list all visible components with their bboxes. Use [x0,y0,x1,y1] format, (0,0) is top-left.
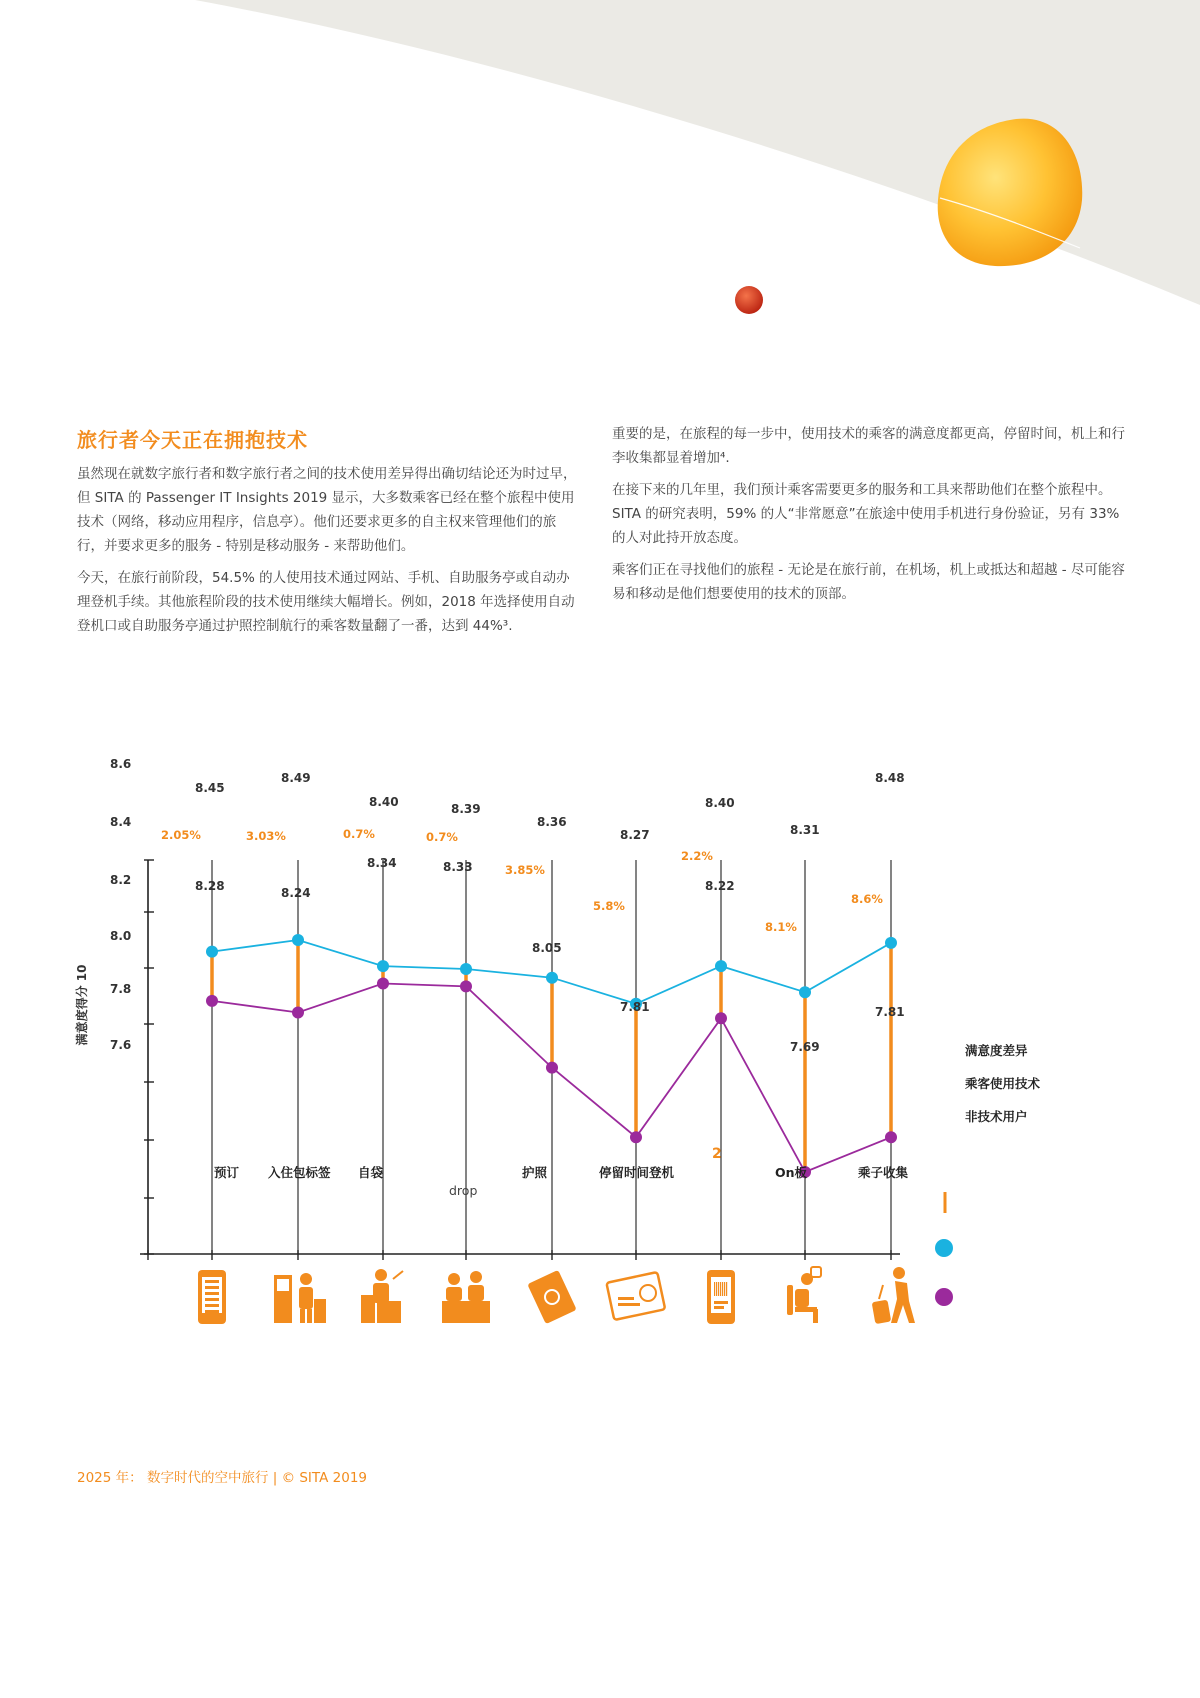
point-nontech [206,995,218,1007]
value-label-tech: 8.45 [195,781,225,795]
legend-label: 乘客使用技术 [965,1076,1041,1091]
difference-label: 8.1% [765,920,797,934]
legend-label: 满意度差异 [965,1043,1028,1058]
value-label-tech: 8.40 [705,796,735,810]
bag-drop-icon [361,1269,403,1323]
value-label-tech: 8.31 [790,823,820,837]
point-nontech [630,1131,642,1143]
value-labels [161,771,909,1198]
left-paragraph-2: 今天，在旅行前阶段，54.5% 的人使用技术通过网站、手机、自助服务亭或自动办理登机手续。其他旅程阶段的技术使用继续大幅增长。例如，2018 年选择使用自动登机口或自助服务亭通过护照控制航行的乘客数量翻了一番，达到 44%³. [77,570,575,634]
seat-passenger-icon [787,1267,821,1323]
value-label-tech: 8.27 [620,828,650,842]
value-label-nontech: 7.81 [875,1005,905,1019]
category-label: 护照 [522,1165,548,1180]
point-tech [546,972,558,984]
mobile-boarding-icon [707,1270,735,1324]
category-label: 入住包标签 [268,1165,331,1180]
left-paragraph-1: 虽然现在就数字旅行者和数字旅行者之间的技术使用差异得出确切结论还为时过早，但 SITA 的 Passenger IT Insights 2019 显示，大多数乘客已经在整个旅程中使用技术（网络，移动应用程序，信息亭）。他们还要求更多的自主权来管理他们的旅行，并要求更多的服务 - 特别是移动服务 - 来帮助他们。 [77,466,577,554]
category-icons [198,1267,915,1324]
category-label: 停留时间登机 [599,1165,675,1180]
section-heading: 旅行者今天正在拥抱技术 [77,428,308,452]
point-tech [715,960,727,972]
y-axis-title: 满意度得分 10 [75,964,89,1046]
point-tech [206,946,218,958]
category-label: 预订 [214,1165,240,1180]
value-label-nontech: 8.33 [443,860,473,874]
point-tech [292,934,304,946]
point-nontech [292,1007,304,1019]
y-tick-label: 8.0 [110,929,132,943]
category-label: 乘子收集 [858,1165,909,1180]
value-label-nontech: 8.28 [195,879,225,893]
boarding-pass-icon [606,1272,665,1320]
value-label-tech: 8.36 [537,815,567,829]
value-label-nontech: 7.69 [790,1040,820,1054]
value-label-tech: 8.39 [451,802,481,816]
point-tech [460,963,472,975]
y-tick-label: 7.6 [110,1038,132,1052]
point-tech [885,937,897,949]
chart-legend [935,1043,1041,1306]
value-label-nontech: 8.22 [705,879,735,893]
legend-swatch-tech [935,1239,953,1257]
value-label-nontech: 8.34 [367,856,397,870]
right-paragraph-1: 重要的是，在旅程的每一步中，使用技术的乘客的满意度都更高，停留时间，机上和行李收集都显着增加⁴. [612,426,1125,466]
difference-label: 3.85% [505,863,545,877]
page-footer: 2025 年： 数字时代的空中旅行 | © SITA 2019 [77,1470,367,1486]
y-tick-label: 8.4 [110,815,132,829]
point-nontech [715,1012,727,1024]
difference-label: 0.7% [343,827,375,841]
mobile-phone-icon [198,1270,226,1324]
right-paragraph-3: 乘客们正在寻找他们的旅程 - 无论是在旅行前，在机场，机上或抵达和超越 - 尽可能容易和移动是他们想要使用的技术的顶部。 [612,562,1125,602]
difference-label: 2.05% [161,828,201,842]
point-nontech [885,1131,897,1143]
check-in-counter-icon [442,1271,490,1323]
difference-label: 3.03% [246,829,286,843]
point-nontech [377,978,389,990]
point-nontech [460,980,472,992]
category-label: On板 [775,1165,808,1180]
kiosk-icon [274,1273,326,1323]
right-paragraph-2: 在接下来的几年里，我们预计乘客需要更多的服务和工具来帮助他们在整个旅程中。SITA 的研究表明，59% 的人“非常愿意”在旅途中使用手机进行身份验证，另有 33% 的人对此持开放态度。 [612,482,1120,546]
category-label-extra: drop [449,1183,478,1198]
value-label-nontech: 8.24 [281,886,311,900]
legend-swatch-nontech [935,1288,953,1306]
value-label-nontech: 7.81 [620,1000,650,1014]
value-label-tech: 8.48 [875,771,905,785]
category-label: 自袋 [358,1165,384,1180]
passport-icon [527,1270,576,1324]
y-tick-label: 8.6 [110,757,132,771]
point-tech [799,986,811,998]
value-label-tech: 8.40 [369,795,399,809]
difference-label: 5.8% [593,899,625,913]
difference-label: 0.7% [426,830,458,844]
point-nontech [546,1062,558,1074]
difference-label: 8.6% [851,892,883,906]
y-tick-label: 8.2 [110,873,132,887]
y-tick-label: 7.8 [110,982,132,996]
value-label-nontech: 8.05 [532,941,562,955]
difference-label: 2.2% [681,849,713,863]
baggage-collection-icon [872,1267,915,1324]
point-tech [377,960,389,972]
legend-label: 非技术用户 [965,1109,1028,1124]
category-label-extra: 2 [712,1146,722,1162]
value-label-tech: 8.49 [281,771,311,785]
